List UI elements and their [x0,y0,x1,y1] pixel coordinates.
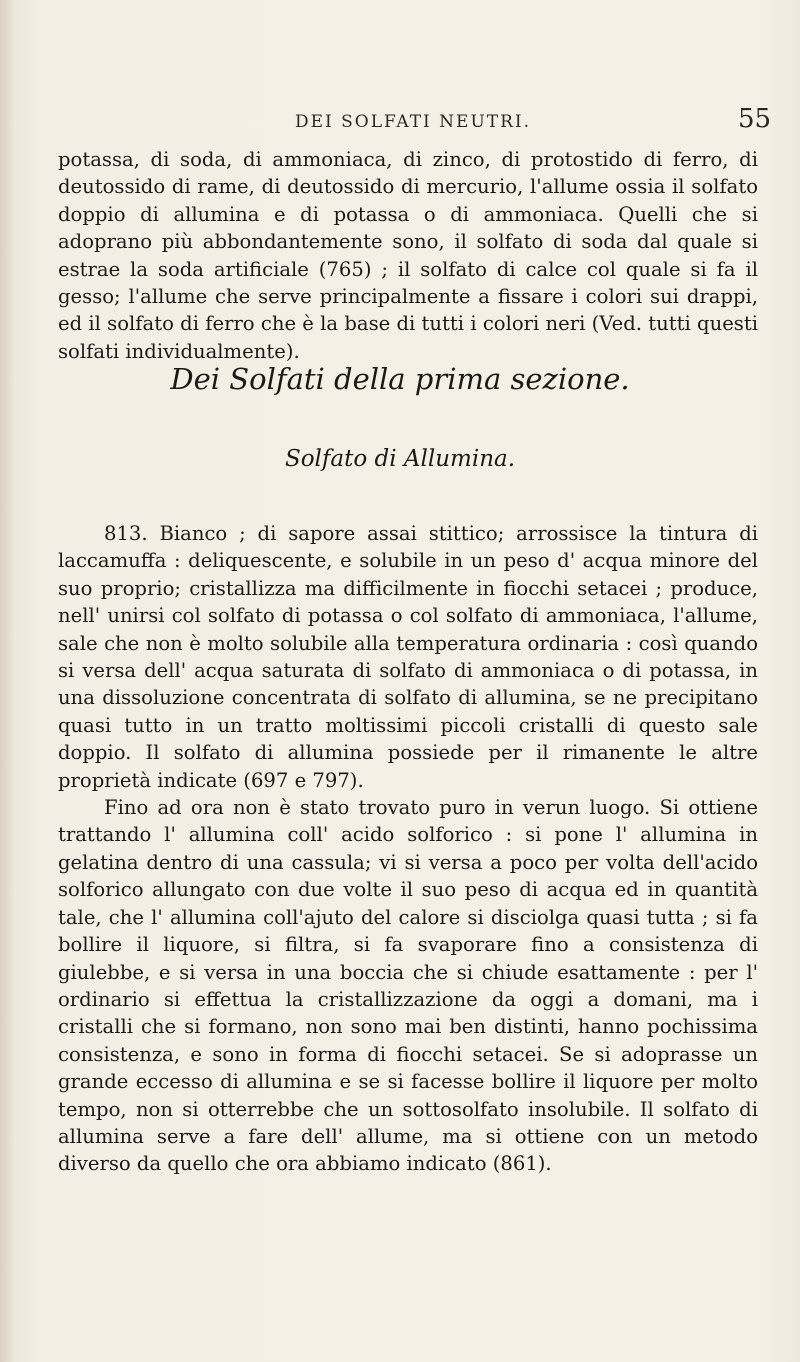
intro-paragraph: potassa, di soda, di ammoniaca, di zinco, di protostido di ferro, di deutossido di rame, di deutossido di mercurio, l'allume ossia il solfato doppio di allumina e di potassa o di ammoniaca. Quelli che si adoprano più abbondantemente sono, il solfato di soda dal quale si estrae la soda artificiale (765) ; il solfato di calce col quale si fa il gesso; l'allume che serve principalmente a fissare i colori sui drappi, ed il solfato di ferro che è la base di tutti i colori neri (Ved. tutti questi solfati individualmente). [58,148,758,363]
page-gutter-shadow [0,0,14,1362]
paragraph: 813. Bianco ; di sapore assai stittico; arrossisce la tintura di laccamuffa : deliquescente, e solubile in un peso d' acqua minore del suo proprio; cristallizza ma difficilmente in fiocchi setacei ; produce, nell' unirsi col solfato di potassa o col solfato di ammoniaca, l'allume, sale che non è molto solubile alla temperatura ordinaria : così quando si versa dell' acqua saturata di solfato di ammoniaca o di potassa, in una dissoluzione concentrata di solfato di allumina, se ne precipitano quasi tutto in un tratto moltissimi piccoli cristalli di questo sale doppio. Il solfato di allumina possiede per il rimanente le altre proprietà indicate (697 e 797). [58,522,758,792]
running-head: DEI SOLFATI NEUTRI. [295,112,532,132]
paragraph: Fino ad ora non è stato trovato puro in verun luogo. Si ottiene trattando l' allumina coll' acido solforico : si pone l' allumina in gelatina dentro di una cassula; vi si versa a poco per volta dell'acido solforico allungato con due volte il suo peso di acqua ed in quantità tale, che l' allumina coll'ajuto del calore si disciolga quasi tutta ; si fa bollire il liquore, si filtra, si fa svaporare fino a consistenza di giulebbe, e si versa in una boccia che si chiude esattamente : per l' ordinario si effettua la cristallizzazione da oggi a domani, ma i cristalli che si formano, non sono mai ben distinti, hanno pochissima consistenza, e sono in forma di fiocchi setacei. Se si adoprasse un grande eccesso di allumina e se si facesse bollire il liquore per molto tempo, non si otterrebbe che un sottosolfato insolubile. Il solfato di allumina serve a fare dell' allume, ma si ottiene con un metodo diverso da quello che ora abbiamo indicato (861). [58,796,758,1176]
page-number: 55 [738,104,772,134]
body-text-block [58,520,758,1178]
section-title: Dei Solfati della prima sezione. [170,362,630,396]
page-header [0,104,800,144]
subsection-title: Solfato di Allumina. [284,446,516,472]
intro-text-block [58,146,758,365]
